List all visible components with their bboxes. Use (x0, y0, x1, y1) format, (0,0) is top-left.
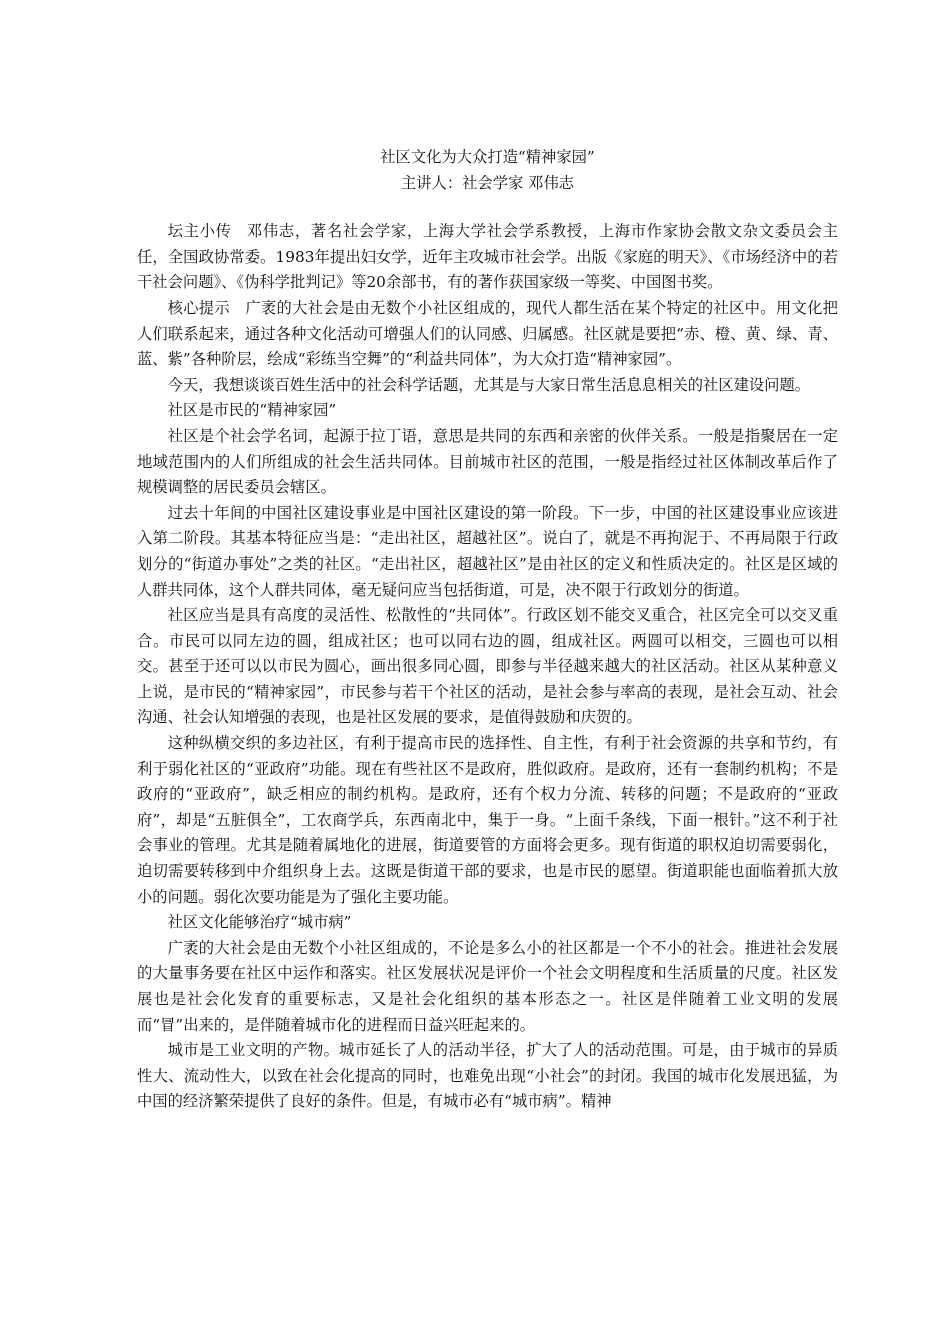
body-paragraph: 城市是工业文明的产物。城市延长了人的活动半径，扩大了人的活动范围。可是，由于城市的异质性大、流动性大，以致在社会化提高的同时，也难免出现“小社会”的封闭。我国的城市化发展迅猛，为中国的经济繁荣提供了良好的条件。但是，有城市必有“城市病”。精神 (137, 1041, 838, 1111)
core-label: 核心提示 (167, 298, 231, 317)
body-paragraph: 社区是个社会学名词，起源于拉丁语，意思是共同的东西和亲密的伙伴关系。一般是指聚居在一定地域范围内的人们所组成的社会生活共同体。目前城市社区的范围，一般是指经过社区体制改革后作了规模调整的居民委员会辖区。 (137, 426, 838, 497)
page-subtitle: 主讲人：社会学家 邓伟志 (400, 173, 575, 192)
bio-label: 坛主小传 (167, 222, 232, 241)
bio-text: 邓伟志，著名社会学家，上海大学社会学系教授，上海市作家协会散文杂文委员会主任，全国政协常委。1983年提出妇女学，近年主攻城市社会学。出版《家庭的明天》、《市场经济中的若干社会问题》、《伪科学批判记》等20余部书，有的著作获国家级一等奖、中国图书奖。 (137, 222, 838, 292)
page-title: 社区文化为大众打造“精神家园” (380, 148, 595, 166)
core-text: 广袤的大社会是由无数个小社区组成的，现代人都生活在某个特定的社区中。用文化把人们联系起来，通过各种文化活动可增强人们的认同感、归属感。社区就是要把“赤、橙、黄、绿、青、蓝、紫”各种阶层，绘成“彩练当空舞”的“利益共同体”，为大众打造“精神家园”。 (137, 298, 838, 369)
core-paragraph (137, 296, 838, 373)
bio-paragraph (137, 219, 838, 296)
intro-paragraph: 今天，我想谈谈百姓生活中的社会科学话题，尤其是与大家日常生活息息相关的社区建设问题。 (167, 375, 811, 394)
body-paragraph: 广袤的大社会是由无数个小社区组成的，不论是多么小的社区都是一个不小的社会。推进社会发展的大量事务要在社区中运作和落实。社区发展状况是评价一个社会文明程度和生活质量的尺度。社区发展也是社会化发育的重要标志，又是社会化组织的基本形态之一。社区是伴随着工业文明的发展而“冒”出来的，是伴随着城市化的进程而日益兴旺起来的。 (137, 938, 838, 1034)
body-paragraph: 社区应当是具有高度的灵活性、松散性的“共同体”。行政区划不能交叉重合，社区完全可以交叉重合。市民可以同左边的圆，组成社区；也可以同右边的圆，组成社区。两圆可以相交，三圆也可以相交。甚至于还可以以市民为圆心，画出很多同心圆，即参与半径越来越大的社区活动。社区从某种意义上说，是市民的“精神家园”，市民参与若干个社区的活动，是社会参与率高的表现，是社会互动、社会沟通、社会认知增强的表现，也是社区发展的要求，是值得鼓励和庆贺的。 (137, 606, 838, 727)
section-heading-1: 社区是市民的“精神家园” (167, 401, 337, 420)
body-paragraph: 过去十年间的中国社区建设事业是中国社区建设的第一阶段。下一步，中国的社区建设事业应该进入第二阶段。其基本特征应当是：“走出社区，超越社区”。说白了，就是不再拘泥于、不再局限于行政划分的“街道办事处”之类的社区。“走出社区，超越社区”是由社区的定义和性质决定的。社区是区域的人群共同体，这个人群共同体，毫无疑问应当包括街道，可是，决不限于行政划分的街道。 (137, 503, 838, 599)
section-heading-2: 社区文化能够治疗“城市病” (167, 913, 352, 932)
body-paragraph: 这种纵横交织的多边社区，有利于提高市民的选择性、自主性，有利于社会资源的共享和节约，有利于弱化社区的“亚政府”功能。现在有些社区不是政府，胜似政府。是政府，还有一套制约机构；不是政府的“亚政府”，缺乏相应的制约机构。是政府，还有个权力分流、转移的问题；不是政府的“亚政府”，却是“五脏俱全”，工农商学兵，东西南北中，集于一身。“上面千条线，下面一根针。”这不利于社会事业的管理。尤其是随着属地化的进展，街道要管的方面将会更多。现有街道的职权迫切需要弱化，迫切需要转移到中介组织身上去。这既是街道干部的要求，也是市民的愿望。街道职能也面临着抓大放小的问题。弱化次要功能是为了强化主要功能。 (137, 734, 838, 906)
